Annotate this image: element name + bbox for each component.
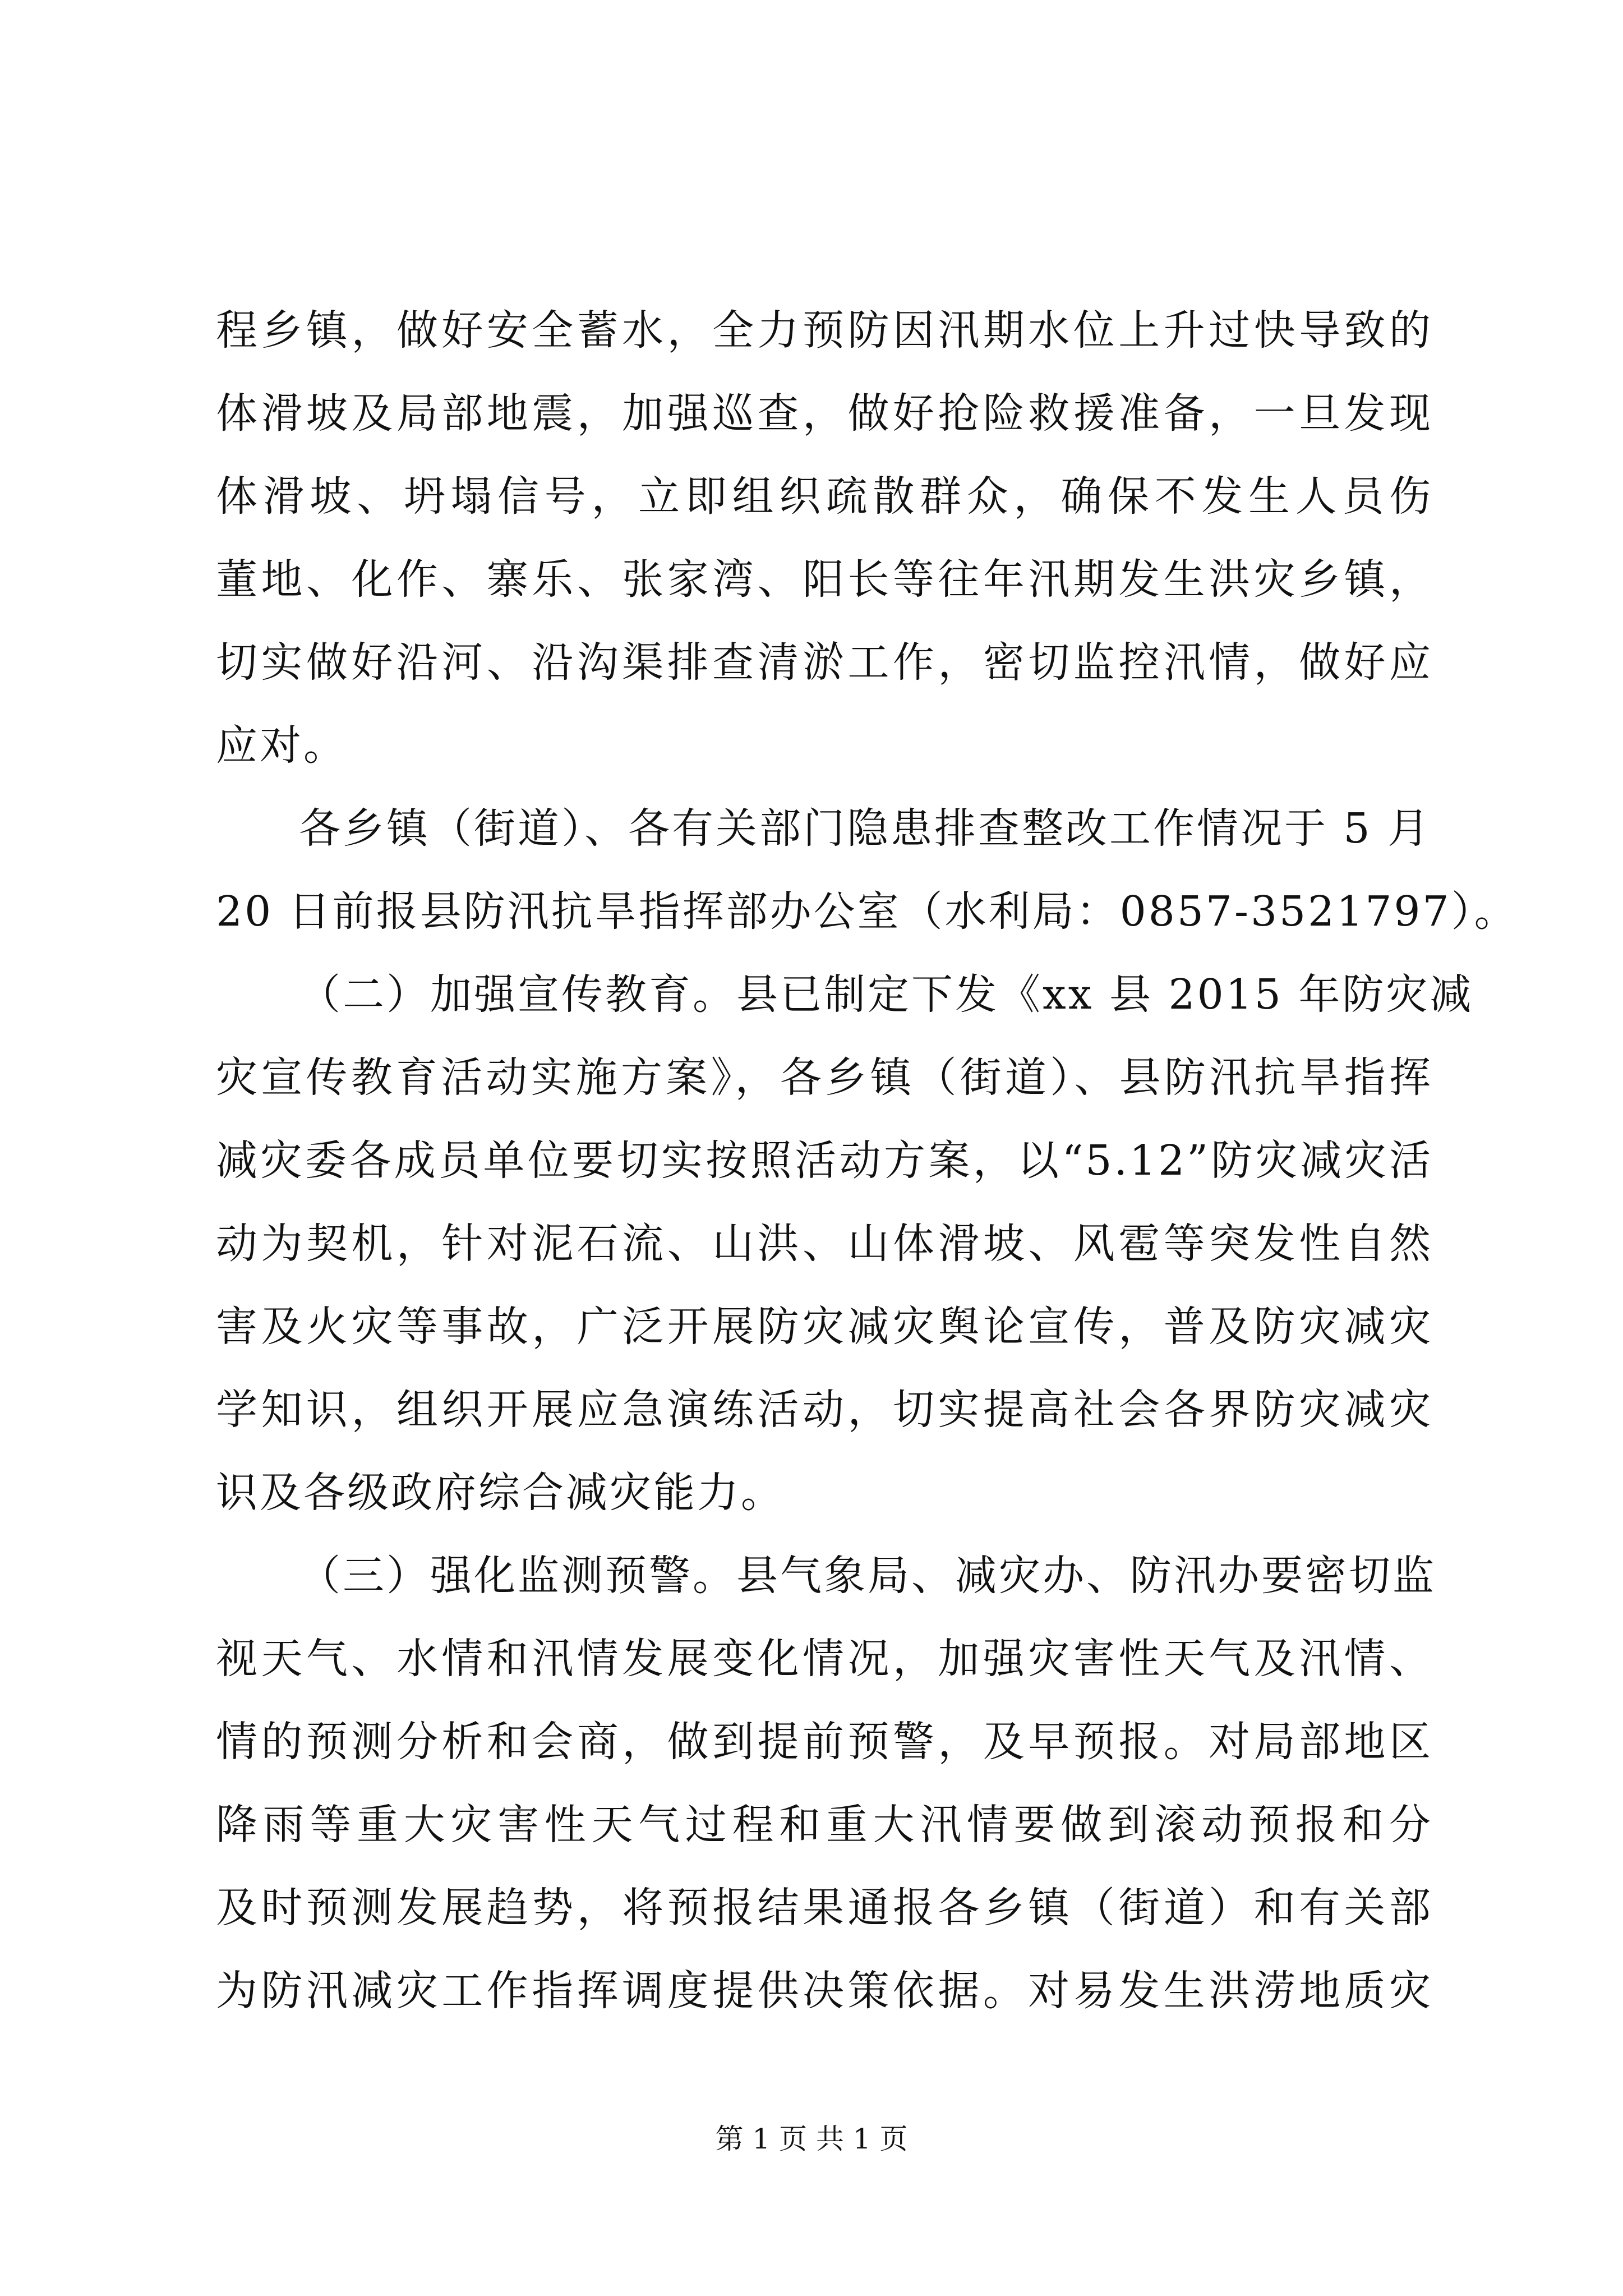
text-line: （三）强化监测预警。县气象局、减灾办、防汛办要密切监	[299, 1552, 1436, 1600]
text-line: 程乡镇，做好安全蓄水，全力预防因汛期水位上升过快导致的	[216, 306, 1433, 355]
text-line: 为防汛减灾工作指挥调度提供决策依据。对易发生洪涝地质灾	[216, 1967, 1433, 2015]
text-line: 降雨等重大灾害性天气过程和重大汛情要做到滚动预报和分	[216, 1801, 1433, 1849]
page-number-footer: 第 1 页 共 1 页	[715, 2123, 908, 2155]
text-line: 各乡镇（街道）、各有关部门隐患排查整改工作情况于 5 月	[299, 804, 1432, 853]
text-line: 识及各级政府综合减灾能力。	[216, 1469, 785, 1517]
text-line: （二）加强宣传教育。县已制定下发《xx 县 2015 年防灾减	[299, 970, 1474, 1019]
text-line: 视天气、水情和汛情发展变化情况，加强灾害性天气及汛情、	[216, 1635, 1433, 1683]
text-line: 应对。	[216, 721, 347, 770]
text-line: 体滑坡及局部地震，加强巡查，做好抢险救援准备，一旦发现	[216, 389, 1433, 438]
text-line: 情的预测分析和会商，做到提前预警，及早预报。对局部地区	[216, 1718, 1433, 1766]
text-line: 学知识，组织开展应急演练活动，切实提高社会各界防灾减灾	[216, 1386, 1433, 1434]
document-body	[216, 289, 1518, 2032]
text-line: 及时预测发展趋势，将预报结果通报各乡镇（街道）和有关部	[216, 1884, 1433, 1932]
text-line: 20 日前报县防汛抗旱指挥部办公室（水利局：0857-3521797）。	[216, 887, 1518, 936]
text-line: 体滑坡、坍塌信号，立即组织疏散群众，确保不发生人员伤	[216, 472, 1433, 521]
text-line: 动为契机，针对泥石流、山洪、山体滑坡、风雹等突发性自然	[216, 1220, 1433, 1268]
text-line: 灾宣传教育活动实施方案》，各乡镇（街道）、县防汛抗旱指挥	[216, 1053, 1433, 1102]
text-line: 切实做好沿河、沿沟渠排查清淤工作，密切监控汛情，做好应	[216, 638, 1433, 687]
text-line: 害及火灾等事故，广泛开展防灾减灾舆论宣传，普及防灾减灾	[216, 1303, 1433, 1351]
text-line: 减灾委各成员单位要切实按照活动方案，以“5.12”防灾减灾活	[216, 1137, 1433, 1185]
text-line: 董地、化作、寨乐、张家湾、阳长等往年汛期发生洪灾乡镇，	[216, 555, 1433, 604]
